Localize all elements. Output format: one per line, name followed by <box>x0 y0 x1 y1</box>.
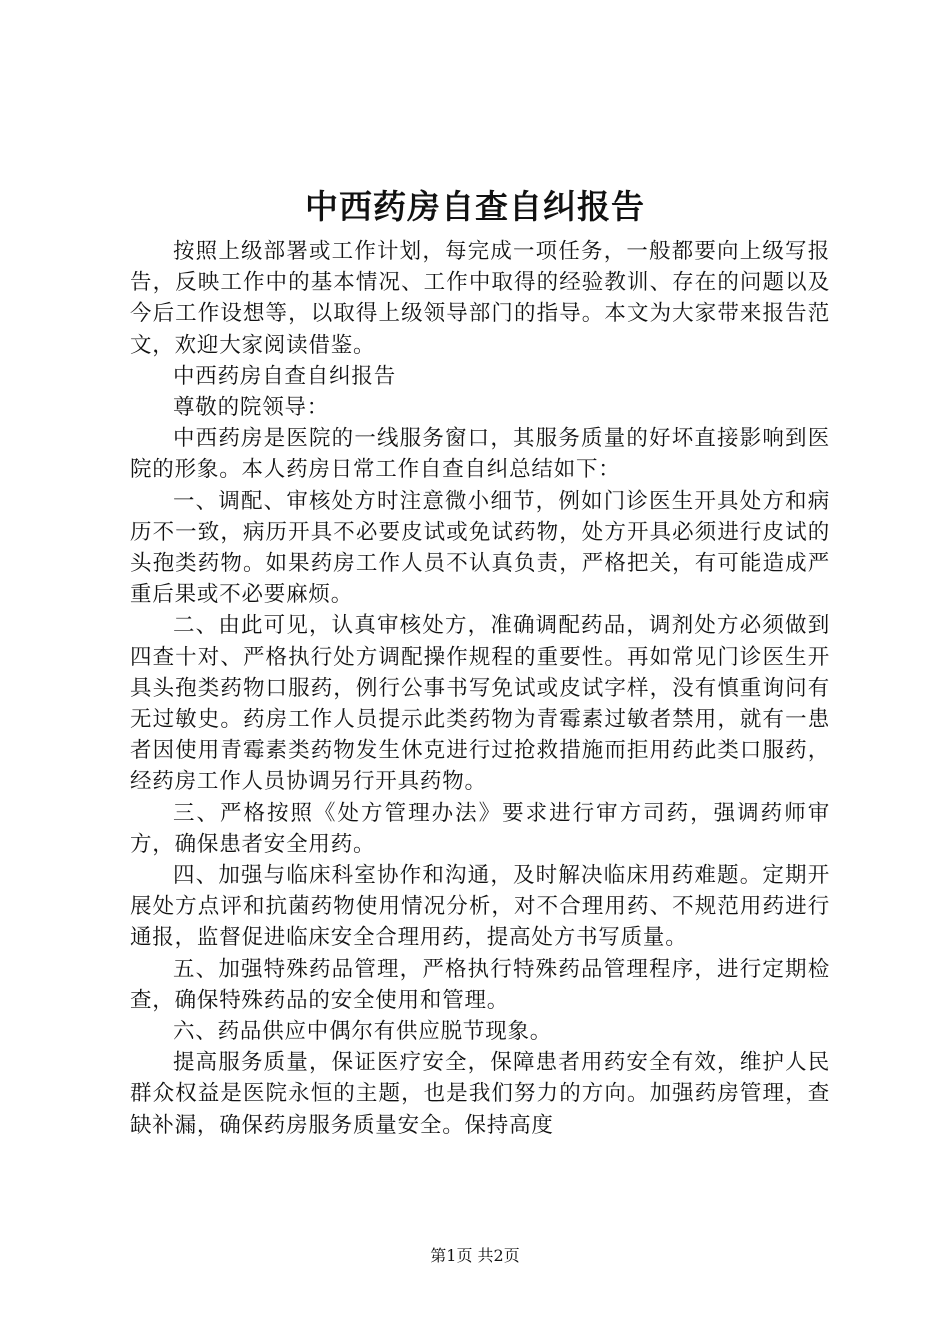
page-footer: 第1页 共2页 <box>430 1246 520 1265</box>
paragraph-item-4: 四、加强与临床科室协作和沟通，及时解决临床用药难题。定期开展处方点评和抗菌药物使用情况分析，对不合理用药、不规范用药进行通报，监督促进临床安全合理用药，提高处方书写质量。 <box>130 863 830 951</box>
paragraph-item-2: 二、由此可见，认真审核处方，准确调配药品，调剂处方必须做到四查十对、严格执行处方调配操作规程的重要性。再如常见门诊医生开具头孢类药物口服药，例行公事书写免试或皮试字样，没有慎重询问有无过敏史。药房工作人员提示此类药物为青霉素过敏者禁用，就有一患者因使用青霉素类药物发生休克进行过抢救措施而拒用药此类口服药，经药房工作人员协调另行开具药物。 <box>130 613 830 795</box>
paragraph-intro: 按照上级部署或工作计划，每完成一项任务，一般都要向上级写报告，反映工作中的基本情况、工作中取得的经验教训、存在的问题以及今后工作设想等，以取得上级领导部门的指导。本文为大家带来报告范文，欢迎大家阅读借鉴。 <box>130 239 830 358</box>
paragraph-closing: 提高服务质量，保证医疗安全，保障患者用药安全有效，维护人民群众权益是医院永恒的主题，也是我们努力的方向。加强药房管理，查缺补漏，确保药房服务质量安全。保持高度 <box>130 1050 830 1138</box>
paragraph-salutation: 尊敬的院领导： <box>173 395 330 421</box>
paragraph-item-5: 五、加强特殊药品管理，严格执行特殊药品管理程序，进行定期检查，确保特殊药品的安全使用和管理。 <box>130 956 830 1013</box>
document-body <box>130 236 830 1141</box>
paragraph-subtitle: 中西药房自查自纠报告 <box>173 363 397 389</box>
document-title: 中西药房自查自纠报告 <box>305 187 645 226</box>
paragraph-item-6: 六、药品供应中偶尔有供应脱节现象。 <box>173 1019 553 1045</box>
paragraph-opening: 中西药房是医院的一线服务窗口，其服务质量的好坏直接影响到医院的形象。本人药房日常工作自查自纠总结如下： <box>130 426 830 483</box>
paragraph-item-3: 三、严格按照《处方管理办法》要求进行审方司药，强调药师审方，确保患者安全用药。 <box>130 800 830 857</box>
paragraph-item-1: 一、调配、审核处方时注意微小细节，例如门诊医生开具处方和病历不一致，病历开具不必要皮试或免试药物，处方开具必须进行皮试的头孢类药物。如果药房工作人员不认真负责，严格把关，有可能造成严重后果或不必要麻烦。 <box>130 488 830 608</box>
